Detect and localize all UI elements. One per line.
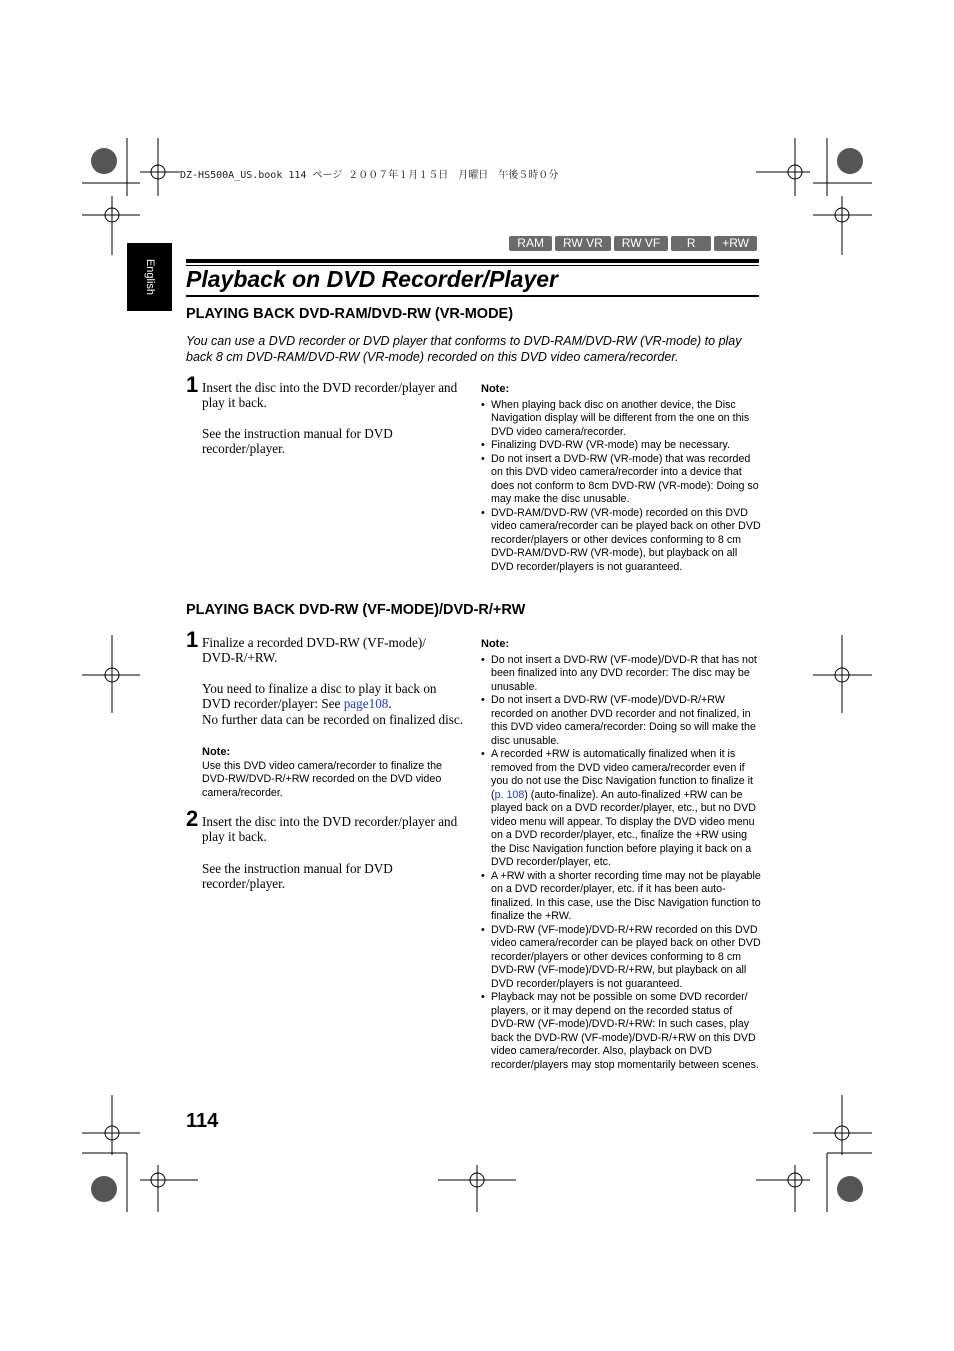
step-text: Insert the disc into the DVD recorder/player and play it back. <box>202 814 458 845</box>
note-item: • DVD-RW (VF-mode)/DVD-R/+RW recorded on this DVD video camera/recorder can be played back on other DVD recorder/players or other devices conforming to 8 cm DVD-RW (VF-mode)/DVD-R/+RW, but playback on all DVD recorder/players is not guaranteed. <box>481 924 761 992</box>
page-link[interactable]: page108 <box>343 696 389 712</box>
page-title: Playback on DVD Recorder/Player <box>186 266 558 292</box>
step-subtext: See the instruction manual for DVD recorder/player. <box>202 861 393 892</box>
step-subtext-part: You need to finalize a disc to play it back on DVD recorder/player: See <box>202 681 437 712</box>
step-number: 2 <box>186 806 199 831</box>
step-subtext: No further data can be recorded on finalized disc. <box>202 712 464 727</box>
step-number: 1 <box>186 627 199 652</box>
note-item: • DVD-RAM/DVD-RW (VR-mode) recorded on this DVD video camera/recorder can be played back on other DVD recorder/players or other devices conforming to 8 cm DVD-RAM/DVD-RW (VR-mode), but playback on all DVD recorder/players is not guaranteed. <box>481 507 761 575</box>
title-rule-bottom <box>186 295 759 297</box>
note-label: Note: <box>481 638 510 650</box>
section1-note <box>481 383 761 574</box>
section2-note <box>481 638 761 1072</box>
note-item-part: ) (auto-finalize). An auto-finalized +RW can be played back on a DVD recorder/player, etc., but no DVD video menu will appear. To display the DVD video menu on a DVD recorder/player, etc., finalize the +RW using the Disc Navigation function before playing it back on a DVD recorder/player, etc. <box>491 788 756 868</box>
step-note <box>202 746 460 800</box>
language-label: English <box>143 258 156 296</box>
section1-heading: PLAYING BACK DVD-RAM/DVD-RW (VR-MODE) <box>186 306 514 322</box>
section1-intro: You can use a DVD recorder or DVD player that conforms to DVD-RAM/DVD-RW (VR-mode) to play back 8 cm DVD-RAM/DVD-RW (VR-mode) recorded on this DVD video camera/recorder. <box>186 334 742 364</box>
step-text: Finalize a recorded DVD-RW (VF-mode)/ DVD-R/+RW. <box>202 635 426 666</box>
note-item: • Do not insert a DVD-RW (VF-mode)/DVD-R/+RW recorded on another DVD recorder and not finalized, in this DVD video camera/recorder: Doing so will make the disc unusable. <box>481 694 761 748</box>
step-subtext-part: . <box>388 696 392 712</box>
note-item: • Playback may not be possible on some DVD recorder/ players, or it may depend on the recorded status of DVD-RW (VF-mode)/DVD-R/+RW: In such cases, play back the DVD-RW (VF-mode)/DVD-R/+RW on this DVD video camera/recorder. Also, playback on DVD recorder/players may stop momentarily between scenes. <box>481 991 761 1072</box>
disc-type-tabs <box>509 236 757 251</box>
page-number: 114 <box>186 1110 219 1132</box>
note-item: • Finalizing DVD-RW (VR-mode) may be necessary. <box>481 439 761 453</box>
section2-heading: PLAYING BACK DVD-RW (VF-MODE)/DVD-R/+RW <box>186 602 526 618</box>
tab-r: R <box>671 236 711 251</box>
print-header: DZ-HS500A_US.book 114 ページ ２００７年１月１５日 月曜日 午後５時０分 <box>180 170 559 181</box>
note-item: • Do not insert a DVD-RW (VR-mode) that was recorded on this DVD video camera/recorder into a device that does not conform to 8cm DVD-RW (VR-mode): Doing so may make the disc unusable. <box>481 453 761 507</box>
note-label: Note: <box>202 746 231 758</box>
tab-plus-rw: +RW <box>714 236 757 251</box>
tab-rw-vf: RW VF <box>614 236 668 251</box>
step-number: 1 <box>186 372 199 397</box>
title-rule-top <box>186 259 759 263</box>
tab-rw-vr: RW VR <box>555 236 611 251</box>
tab-ram: RAM <box>509 236 552 251</box>
step-text: Insert the disc into the DVD recorder/player and play it back. <box>202 380 458 411</box>
step-subtext: See the instruction manual for DVD recorder/player. <box>202 426 393 457</box>
note-label: Note: <box>481 383 510 395</box>
step-subtext <box>202 681 464 712</box>
note-item: • Do not insert a DVD-RW (VF-mode)/DVD-R that has not been finalized into any DVD recorder: The disc may be unusable. <box>481 654 761 695</box>
note-text: Use this DVD video camera/recorder to finalize the DVD-RW/DVD-R/+RW recorded on the DVD video camera/recorder. <box>202 759 442 799</box>
language-side-tab <box>127 243 172 311</box>
note-item: • When playing back disc on another device, the Disc Navigation display will be different from the one on this DVD video camera/recorder. <box>481 399 761 440</box>
note-item-part: A recorded +RW is automatically finalized when it is removed from the DVD video camera/recorder even if you do not use the Disc Navigation function to finalize it ( <box>491 748 753 801</box>
note-item <box>481 748 761 870</box>
page-link[interactable]: p. 108 <box>494 788 525 801</box>
note-item: • A +RW with a shorter recording time may not be playable on a DVD recorder/player, etc. if it has been auto-finalized. In this case, use the Disc Navigation function to finalize the +RW. <box>481 870 761 924</box>
